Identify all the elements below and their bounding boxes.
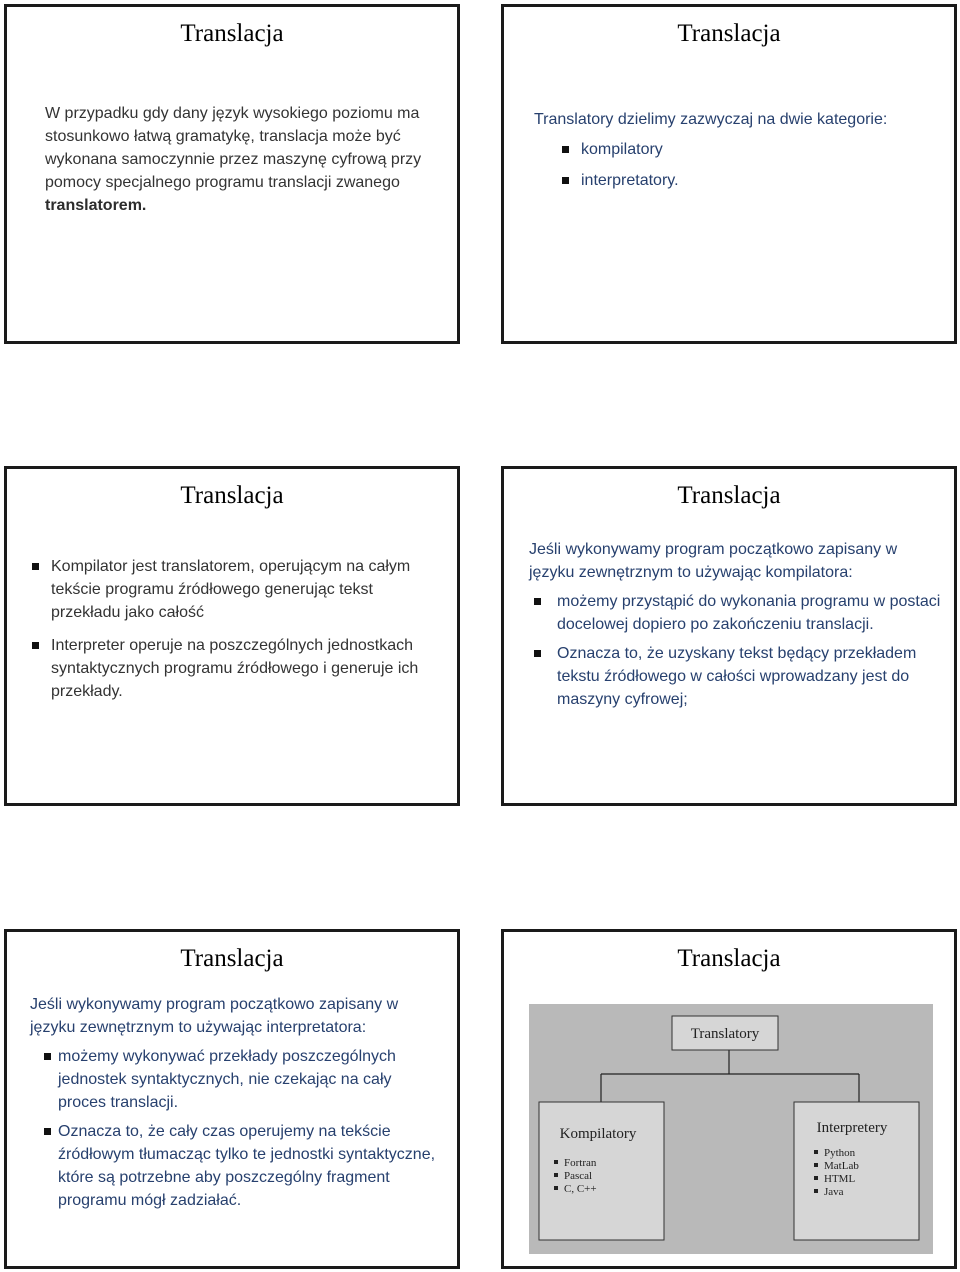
list-item	[30, 1120, 440, 1212]
paragraph-text: W przypadku gdy dany język wysokiego poziomu ma stosunkowo łatwą gramatykę, translacja może być wykonana samoczynnie przez maszynę cyfrową przy pomocy specjalnego programu translacji zwanego	[45, 105, 422, 191]
diagram-left-item: Pascal	[564, 1170, 593, 1182]
diagram-right-title: Interpretery	[816, 1120, 888, 1136]
list-item-text: możemy wykonywać przekłady poszczególnych jednostek syntaktycznych, nie czekając na cały proces translacji.	[58, 1048, 396, 1111]
slide-1	[4, 4, 460, 344]
slide-body	[534, 108, 949, 192]
diagram-root-label: Translatory	[690, 1026, 760, 1042]
list-item-text: Oznacza to, że uzyskany tekst będący przekładem tekstu źródłowego w całości wprowadzany jest do maszyny cyfrowej;	[557, 645, 917, 708]
diagram-right-item: Java	[824, 1186, 844, 1198]
square-bullet-icon	[44, 1053, 51, 1060]
slide-body	[30, 993, 440, 1212]
translator-hierarchy-diagram	[529, 1004, 933, 1254]
square-bullet-icon	[44, 1128, 51, 1135]
slide-6	[501, 929, 957, 1269]
diagram-left-item: C, C++	[564, 1183, 597, 1195]
list-item	[529, 590, 941, 636]
slide-title: Translacja	[180, 20, 284, 47]
slide-body	[529, 538, 941, 711]
paragraph-bold-term: translatorem.	[45, 197, 147, 214]
paragraph	[45, 102, 445, 217]
list-item	[529, 642, 941, 711]
intro-text: Translatory dzielimy zazwyczaj na dwie kategorie:	[534, 111, 888, 128]
slide-3	[4, 466, 460, 806]
list-item	[29, 634, 427, 703]
list-item	[29, 555, 427, 624]
slide-body	[29, 555, 427, 703]
slide-5	[4, 929, 460, 1269]
bullet-list	[30, 1045, 440, 1212]
list-item-text: Kompilator jest translatorem, operującym na całym tekście programu źródłowego generując tekst przekładu jako całość	[51, 558, 411, 621]
diagram-right-item: HTML	[824, 1173, 856, 1185]
slide-body	[45, 102, 445, 217]
bullet-list	[529, 590, 941, 711]
diagram-right-item: Python	[824, 1147, 856, 1159]
slide-title: Translacja	[180, 945, 284, 972]
diagram-left-item: Fortran	[564, 1157, 597, 1169]
diagram-canvas	[529, 1004, 933, 1254]
slide-title: Translacja	[180, 482, 284, 509]
intro-text: Jeśli wykonywamy program początkowo zapisany w języku zewnętrznym to używając kompilatora:	[529, 541, 898, 581]
square-bullet-icon	[534, 650, 541, 657]
list-item-text: możemy przystąpić do wykonania programu w postaci docelowej dopiero po zakończeniu translacji.	[557, 593, 941, 633]
square-bullet-icon	[32, 642, 39, 649]
slide-title: Translacja	[677, 20, 781, 47]
bullet-list	[559, 138, 949, 192]
slide-4	[501, 466, 957, 806]
list-item-text: interpretatory.	[581, 172, 679, 189]
diagram-left-title: Kompilatory	[559, 1126, 637, 1142]
slide-2	[501, 4, 957, 344]
slide-title: Translacja	[677, 482, 781, 509]
list-item	[559, 138, 949, 161]
list-item	[30, 1045, 440, 1114]
list-item	[559, 169, 949, 192]
diagram-right-item: MatLab	[824, 1160, 859, 1172]
diagram-left-box	[539, 1102, 664, 1240]
list-item-text: Oznacza to, że cały czas operujemy na tekście źródłowym tłumacząc tylko te jednostki syntaktyczne, które są potrzebne aby poszczególny fragment programu mógł zadziałać.	[58, 1123, 436, 1209]
intro-text: Jeśli wykonywamy program początkowo zapisany w języku zewnętrznym to używając interpretatora:	[30, 996, 399, 1036]
slide-title: Translacja	[677, 945, 781, 972]
square-bullet-icon	[534, 598, 541, 605]
list-item-text: Interpreter operuje na poszczególnych jednostkach syntaktycznych programu źródłowego i generuje ich przekłady.	[51, 637, 419, 700]
square-bullet-icon	[562, 177, 569, 184]
bullet-list	[29, 555, 427, 703]
square-bullet-icon	[32, 563, 39, 570]
list-item-text: kompilatory	[581, 141, 663, 158]
square-bullet-icon	[562, 146, 569, 153]
